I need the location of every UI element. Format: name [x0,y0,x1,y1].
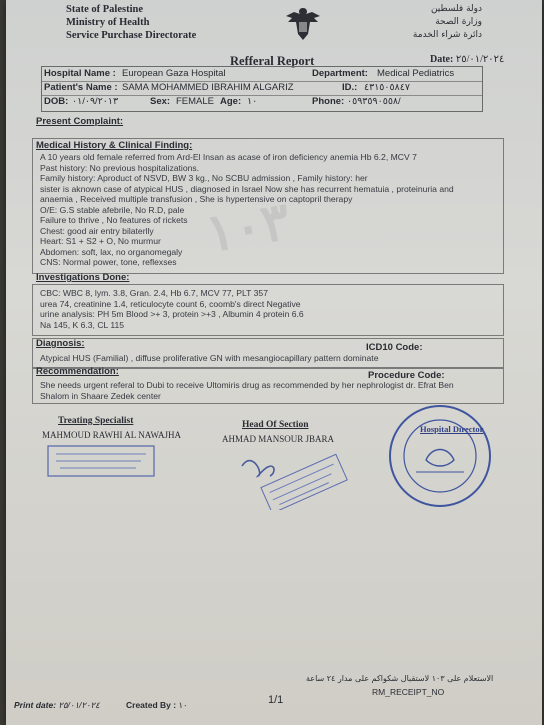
header-en-line-3: Service Purchase Directorate [66,30,197,41]
print-date-value: ٢٥/٠١/٢٠٢٤ [58,700,100,710]
department-value: Medical Pediatrics [377,68,455,79]
sex-value: FEMALE [176,96,215,107]
history-line: O/E: G.S stable afebrile, No R.D, pale [40,204,185,215]
report-title: Refferal Report [230,54,315,68]
info-row-name [42,81,482,96]
history-line: A 10 years old female referred from Ard-El Insan as acase of iron deficiency anemia Hb 6.2, MCV 7 [40,152,417,162]
report-date [430,54,504,65]
name-label: Patient's Name : [44,82,118,93]
history-line: Chest: good air entry bilaterlly [40,225,154,236]
head-name: AHMAD MANSOUR JBARA [222,434,335,444]
info-row-hospital [42,67,482,82]
watermark: ١٠٣ [201,192,295,264]
created-by [126,700,188,711]
header-en-line-1: State of Palestine [66,4,143,15]
history-line: Past history: No previous hospitalizations. [40,162,200,173]
created-by-label: Created By : [126,700,177,710]
recommendation-text [40,380,510,401]
phone-value: ٠٥٩٣٥٩٠٥٥٨/ [347,96,401,107]
header-ar-line-1: دولة فلسطين [430,4,482,14]
header-ar-line-2: وزارة الصحة [435,17,482,27]
print-date [14,700,100,711]
history-line: sister is aknown case of atypical HUS , diagnosed in Israel Now she has recurrent hematuia , proteinuria and [40,183,454,194]
header-ar-line-3: دائرة شراء الخدمة [412,30,482,40]
age-label: Age: [220,96,242,107]
history-line: anaemia , Received multiple transfusion , She is hypertensive on captopril therapy [40,194,353,204]
department-label: Department: [312,68,368,79]
present-complaint-label: Present Complaint: [36,116,124,127]
id-label: ID.: [342,82,358,93]
recommendation-line: Shalom in Shaare Zedek center [40,390,161,401]
history-label: Medical History & Clinical Finding: [36,140,193,151]
director-seal-icon [386,402,494,510]
eagle-emblem-icon [284,4,322,44]
investigation-line: Na 145, K 6.3, CL 115 [40,319,125,330]
header-english [66,3,196,42]
date-value: ٢٥/٠١/٢٠٢٤ [455,54,505,65]
patient-info-table [41,66,483,112]
id-value: ٤٣١٥٠٥٨٤٧ [364,82,410,93]
history-line: Heart: S1 + S2 + O, No murmur [40,236,161,246]
investigation-line: urine analysis: PH 5m Blood >+ 3, protein >+3 , Albumin 4 protein 6.6 [40,309,304,319]
specialist-label: Treating Specialist [58,416,134,426]
page-number: 1/1 [268,694,284,706]
investigations-label: Investigations Done: [36,272,130,283]
hospital-label: Hospital Name : [44,68,116,79]
head-signature-stamp-icon [234,446,354,510]
date-label: Date: [430,54,454,65]
print-date-label: Print date: [14,700,57,710]
dob-value: ٠١/٠٩/٢٠١٣ [72,96,119,107]
recommendation-line: She needs urgent referal to Dubi to receive Ultomiris drug as recommended by her nephrologist dr. Efrat Ben [40,380,454,390]
director-label: Hospital Director [420,424,484,434]
investigation-line: urea 74, creatinine 1.4, reticulocyte count 6, coomb's direct Negative [40,298,301,309]
info-row-dob [42,95,482,109]
recommendation-label: Recommendation: [36,366,119,377]
hospital-value: European Gaza Hospital [122,68,226,79]
name-value: SAMA MOHAMMED IBRAHIM ALGARIZ [122,82,294,93]
diagnosis-text: Atypical HUS (Familial) , diffuse proliferative GN with mesangiocapillary pattern dominate [40,353,379,363]
investigations-text [40,288,510,330]
header-en-line-2: Ministry of Health [66,17,150,28]
age-value: ١٠ [247,96,258,107]
receipt-number: RM_RECEIPT_NO [372,687,445,697]
specialist-stamp-icon [46,444,156,478]
history-line: Failure to thrive , No features of rickets [40,215,188,225]
director-stamp [386,402,494,510]
created-by-value: ١٠ [178,700,188,710]
icd-label: ICD10 Code: [366,342,423,353]
history-text [40,152,510,268]
diagnosis-label: Diagnosis: [36,338,85,349]
referral-document [6,0,542,725]
history-line: Family history: Aproduct of NSVD, BW 3 kg., No SCBU admission , Family history: her [40,173,368,183]
history-line: Abdomen: soft, lax, no organomegaly [40,246,183,257]
phone-label: Phone: [312,96,345,107]
procedure-label: Procedure Code: [368,370,445,381]
sex-label: Sex: [150,96,171,107]
head-label: Head Of Section [242,420,309,430]
investigation-line: CBC: WBC 8, lym. 3.8, Gran. 2.4, Hb 6.7, MCV 77, PLT 357 [40,288,268,298]
history-line: CNS: Normal power, tone, reflexses [40,257,177,267]
specialist-name: MAHMOUD RAWHI AL NAWAJHA [42,430,181,440]
footer-arabic-note: الاستعلام على ١٠٣ لاستقبال شكواكم على مدار ٢٤ ساعة [306,674,494,683]
header-arabic [413,3,482,42]
dob-label: DOB: [44,96,69,107]
